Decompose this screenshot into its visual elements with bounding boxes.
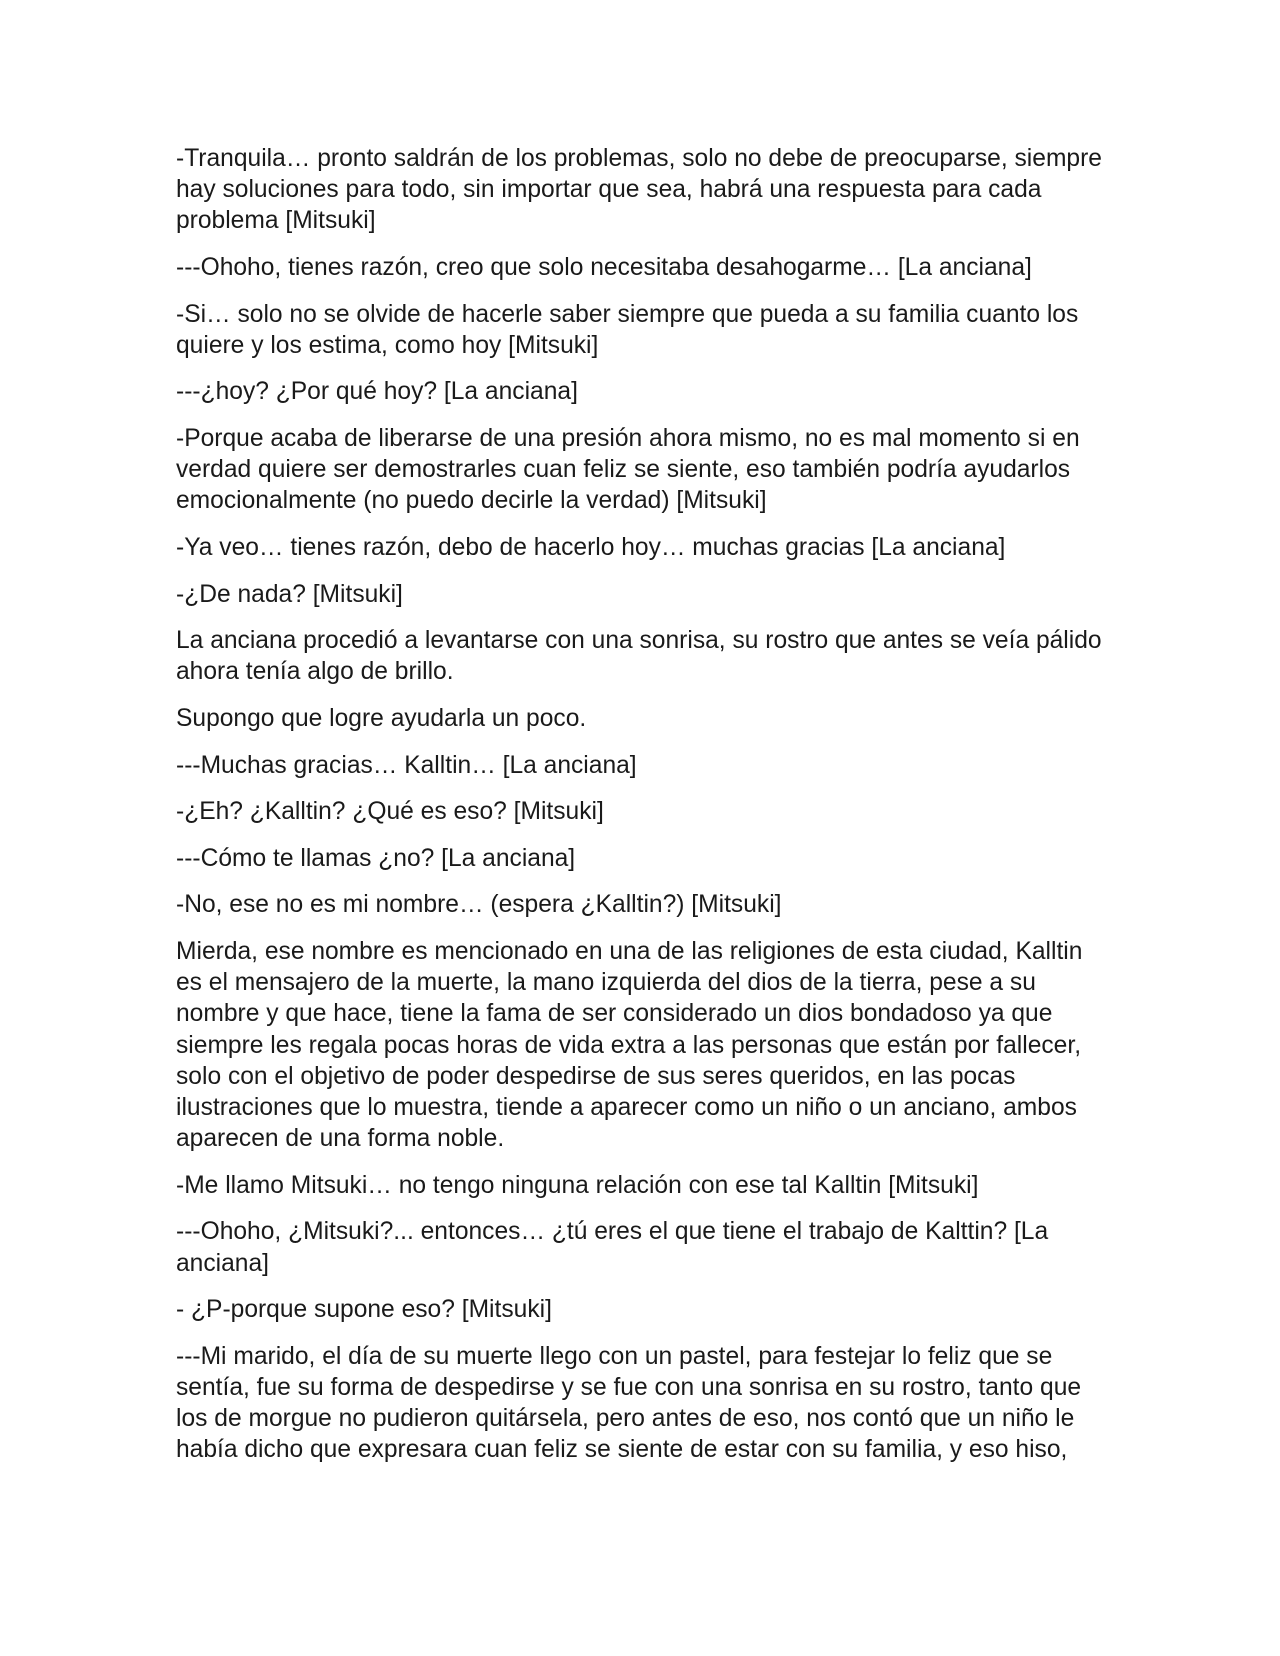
paragraph-6: -Ya veo… tienes razón, debo de hacerlo hoy… muchas gracias [La anciana] <box>176 533 1006 561</box>
paragraph-12: ---Cómo te llamas ¿no? [La anciana] <box>176 844 576 872</box>
paragraph-3: -Si… solo no se olvide de hacerle saber siempre que pueda a su familia cuanto los quiere y los estima, como hoy [Mitsuki] <box>176 300 1079 359</box>
paragraph-5: -Porque acaba de liberarse de una presión ahora mismo, no es mal momento si en verdad quiere ser demostrarles cuan feliz se siente, eso también podría ayudarlos emocionalmente (no puedo decirle la verdad) [Mitsuki] <box>176 424 1080 515</box>
paragraph-10: ---Muchas gracias… Kalltin… [La anciana] <box>176 751 637 779</box>
paragraph-4: ---¿hoy? ¿Por qué hoy? [La anciana] <box>176 378 578 406</box>
paragraph-9: Supongo que logre ayudarla un poco. <box>176 704 587 732</box>
paragraph-7: -¿De nada? [Mitsuki] <box>176 580 403 608</box>
document-body <box>176 143 1106 1481</box>
paragraph-16: ---Ohoho, ¿Mitsuki?... entonces… ¿tú eres el que tiene el trabajo de Kalttin? [La anciana] <box>176 1218 1049 1277</box>
paragraph-17: - ¿P-porque supone eso? [Mitsuki] <box>176 1296 552 1324</box>
paragraph-8: La anciana procedió a levantarse con una sonrisa, su rostro que antes se veía pálido ahora tenía algo de brillo. <box>176 627 1102 686</box>
paragraph-2: ---Ohoho, tienes razón, creo que solo necesitaba desahogarme… [La anciana] <box>176 254 1032 281</box>
paragraph-18: ---Mi marido, el día de su muerte llego con un pastel, para festejar lo feliz que se sentía, fue su forma de despedirse y se fue con una sonrisa en su rostro, tanto que los de morgue no pudieron quitársela, pero antes de eso, nos contó que un niño le había dicho que expresara cuan feliz se siente de estar con su familia, y eso hiso, <box>176 1342 1082 1464</box>
paragraph-1: -Tranquila… pronto saldrán de los problemas, solo no debe de preocuparse, siempre hay soluciones para todo, sin importar que sea, habrá una respuesta para cada problema [Mitsuki] <box>176 145 1102 235</box>
paragraph-13: -No, ese no es mi nombre… (espera ¿Kalltin?) [Mitsuki] <box>176 891 782 919</box>
paragraph-14: Mierda, ese nombre es mencionado en una de las religiones de esta ciudad, Kalltin es el mensajero de la muerte, la mano izquierda del dios de la tierra, pese a su nombre y que hace, tiene la fama de ser considerado un dios bondadoso ya que siempre les regala pocas horas de vida extra a las personas que están por fallecer, solo con el objetivo de poder despedirse de sus seres queridos, en las pocas ilustraciones que lo muestra, tiende a aparecer como un niño o un anciano, ambos aparecen de una forma noble. <box>176 937 1083 1153</box>
paragraph-15: -Me llamo Mitsuki… no tengo ninguna relación con ese tal Kalltin [Mitsuki] <box>176 1171 979 1199</box>
paragraph-11: -¿Eh? ¿Kalltin? ¿Qué es eso? [Mitsuki] <box>176 798 604 826</box>
